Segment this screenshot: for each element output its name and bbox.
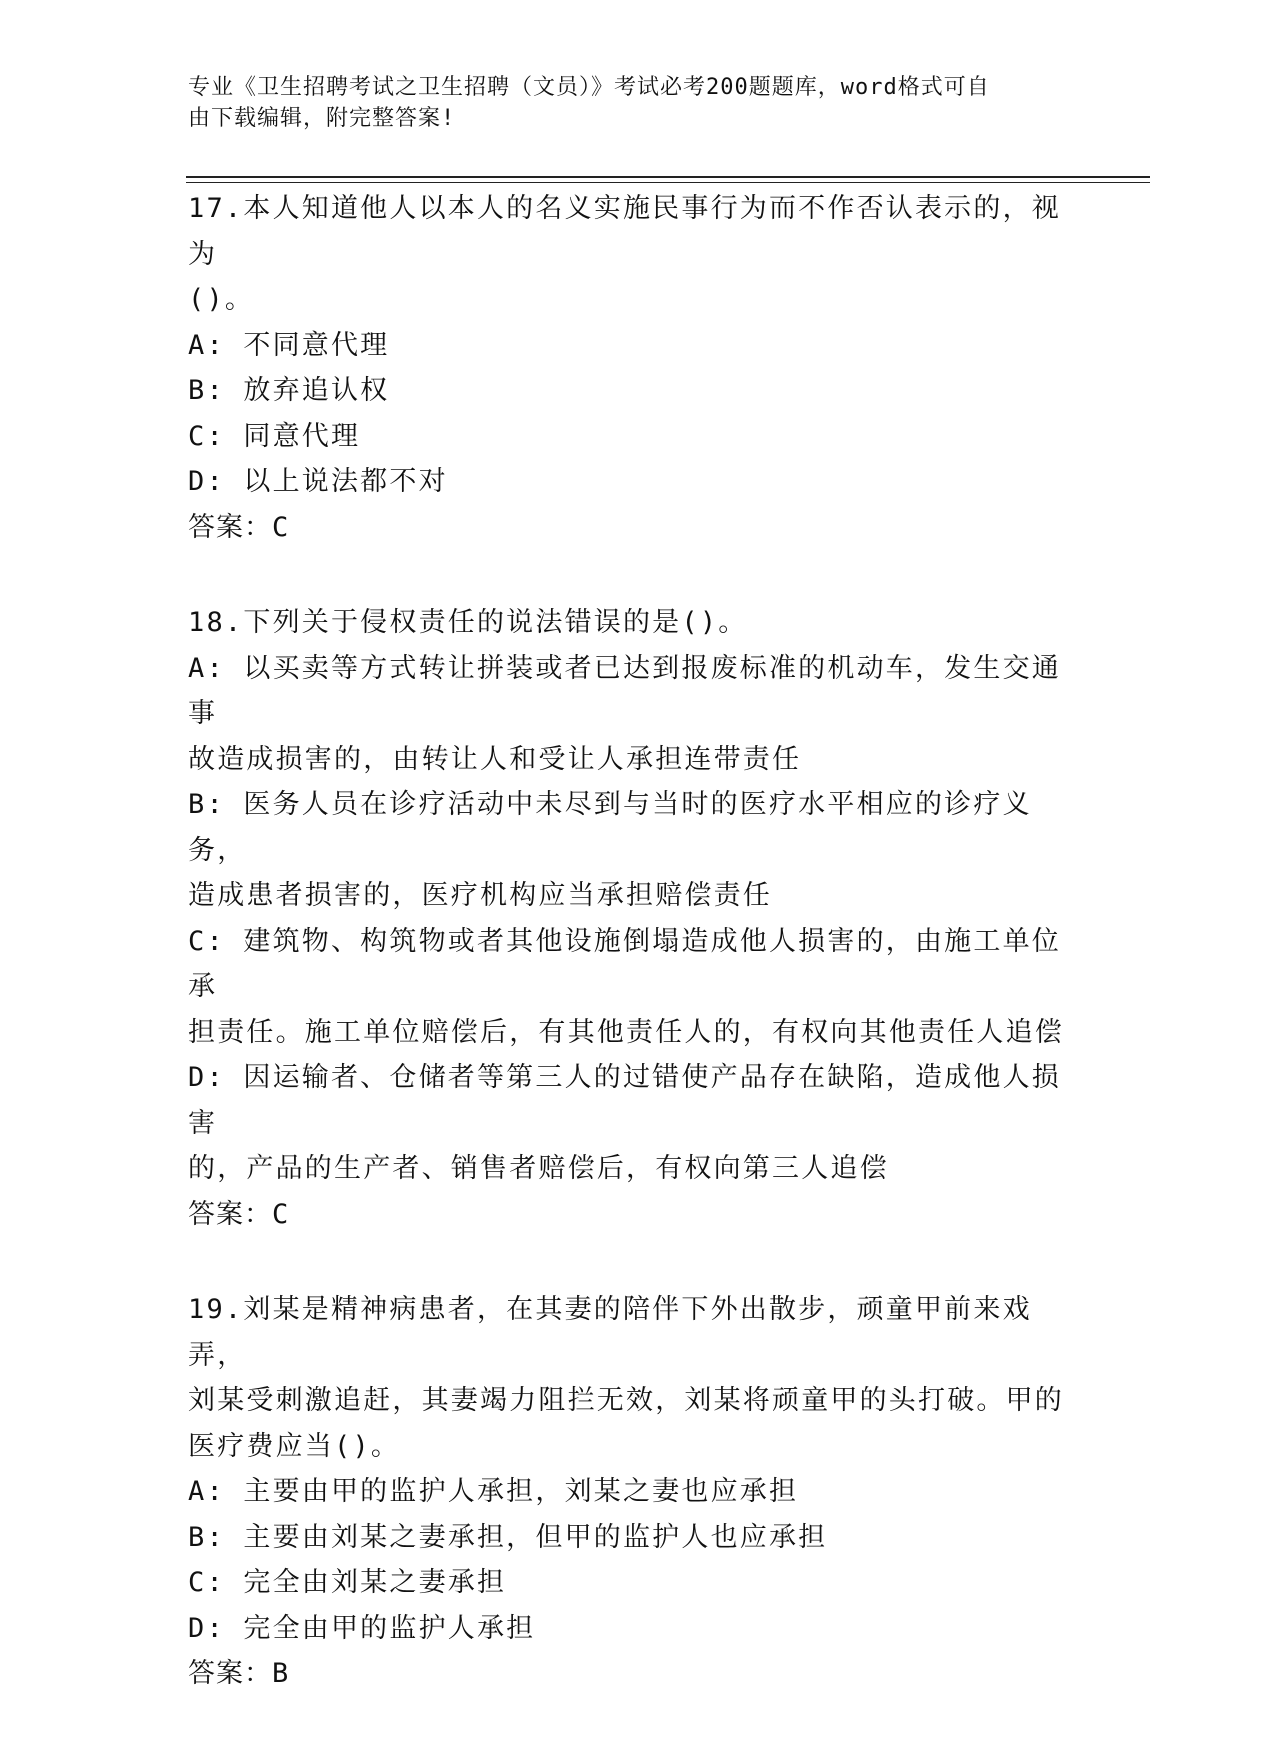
question-stem-line: 医疗费应当()。 [188,1430,401,1462]
answer-label: 答案：C [188,1198,290,1230]
question-stem-line: 刘某受刺激追赶，其妻竭力阻拦无效，刘某将顽童甲的头打破。甲的 [188,1385,1064,1416]
option-c: C: 同意代理 [188,420,361,452]
option-d-continued: 的，产品的生产者、销售者赔偿后，有权向第三人追偿 [188,1153,889,1184]
question-stem-line: 19.刘某是精神病患者，在其妻的陪伴下外出散步，顽童甲前来戏弄， [188,1294,1032,1371]
question-stem-line: ()。 [188,284,255,315]
answer-label: 答案：C [188,511,290,543]
option-a: A: 主要由甲的监护人承担，刘某之妻也应承担 [188,1476,799,1507]
option-b: B: 医务人员在诊疗活动中未尽到与当时的医疗水平相应的诊疗义务， [188,789,1032,866]
option-a: A: 不同意代理 [188,329,390,361]
option-b: B: 主要由刘某之妻承担，但甲的监护人也应承担 [188,1521,828,1553]
option-a-continued: 故造成损害的，由转让人和受让人承担连带责任 [188,743,802,775]
option-d: D: 以上说法都不对 [188,466,448,497]
option-d: D: 完全由甲的监护人承担 [188,1612,536,1644]
header-line-1: 专业《卫生招聘考试之卫生招聘（文员）》考试必考200题题库，word格式可自 [188,75,990,100]
question-17 [188,186,1088,550]
option-c-continued: 担责任。施工单位赔偿后，有其他责任人的，有权向其他责任人追偿 [188,1016,1064,1048]
question-stem-line: 17.本人知道他人以本人的名义实施民事行为而不作否认表示的，视为 [188,193,1061,270]
page-header [188,72,1068,134]
answer-label: 答案：B [188,1658,290,1689]
option-b: B: 放弃追认权 [188,375,390,406]
option-b-continued: 造成患者损害的，医疗机构应当承担赔偿责任 [188,880,772,911]
question-stem-line: 18.下列关于侵权责任的说法错误的是()。 [188,607,748,638]
option-c: C: 建筑物、构筑物或者其他设施倒塌造成他人损害的，由施工单位承 [188,925,1061,1002]
option-c: C: 完全由刘某之妻承担 [188,1567,507,1598]
question-18 [188,600,1088,1237]
question-19 [188,1287,1088,1697]
option-d: D: 因运输者、仓储者等第三人的过错使产品存在缺陷，造成他人损害 [188,1062,1061,1139]
header-divider [186,176,1150,183]
header-line-2: 由下载编辑，附完整答案! [188,106,456,131]
option-a: A: 以买卖等方式转让拼装或者已达到报废标准的机动车，发生交通事 [188,652,1061,729]
question-list [188,186,1088,1747]
